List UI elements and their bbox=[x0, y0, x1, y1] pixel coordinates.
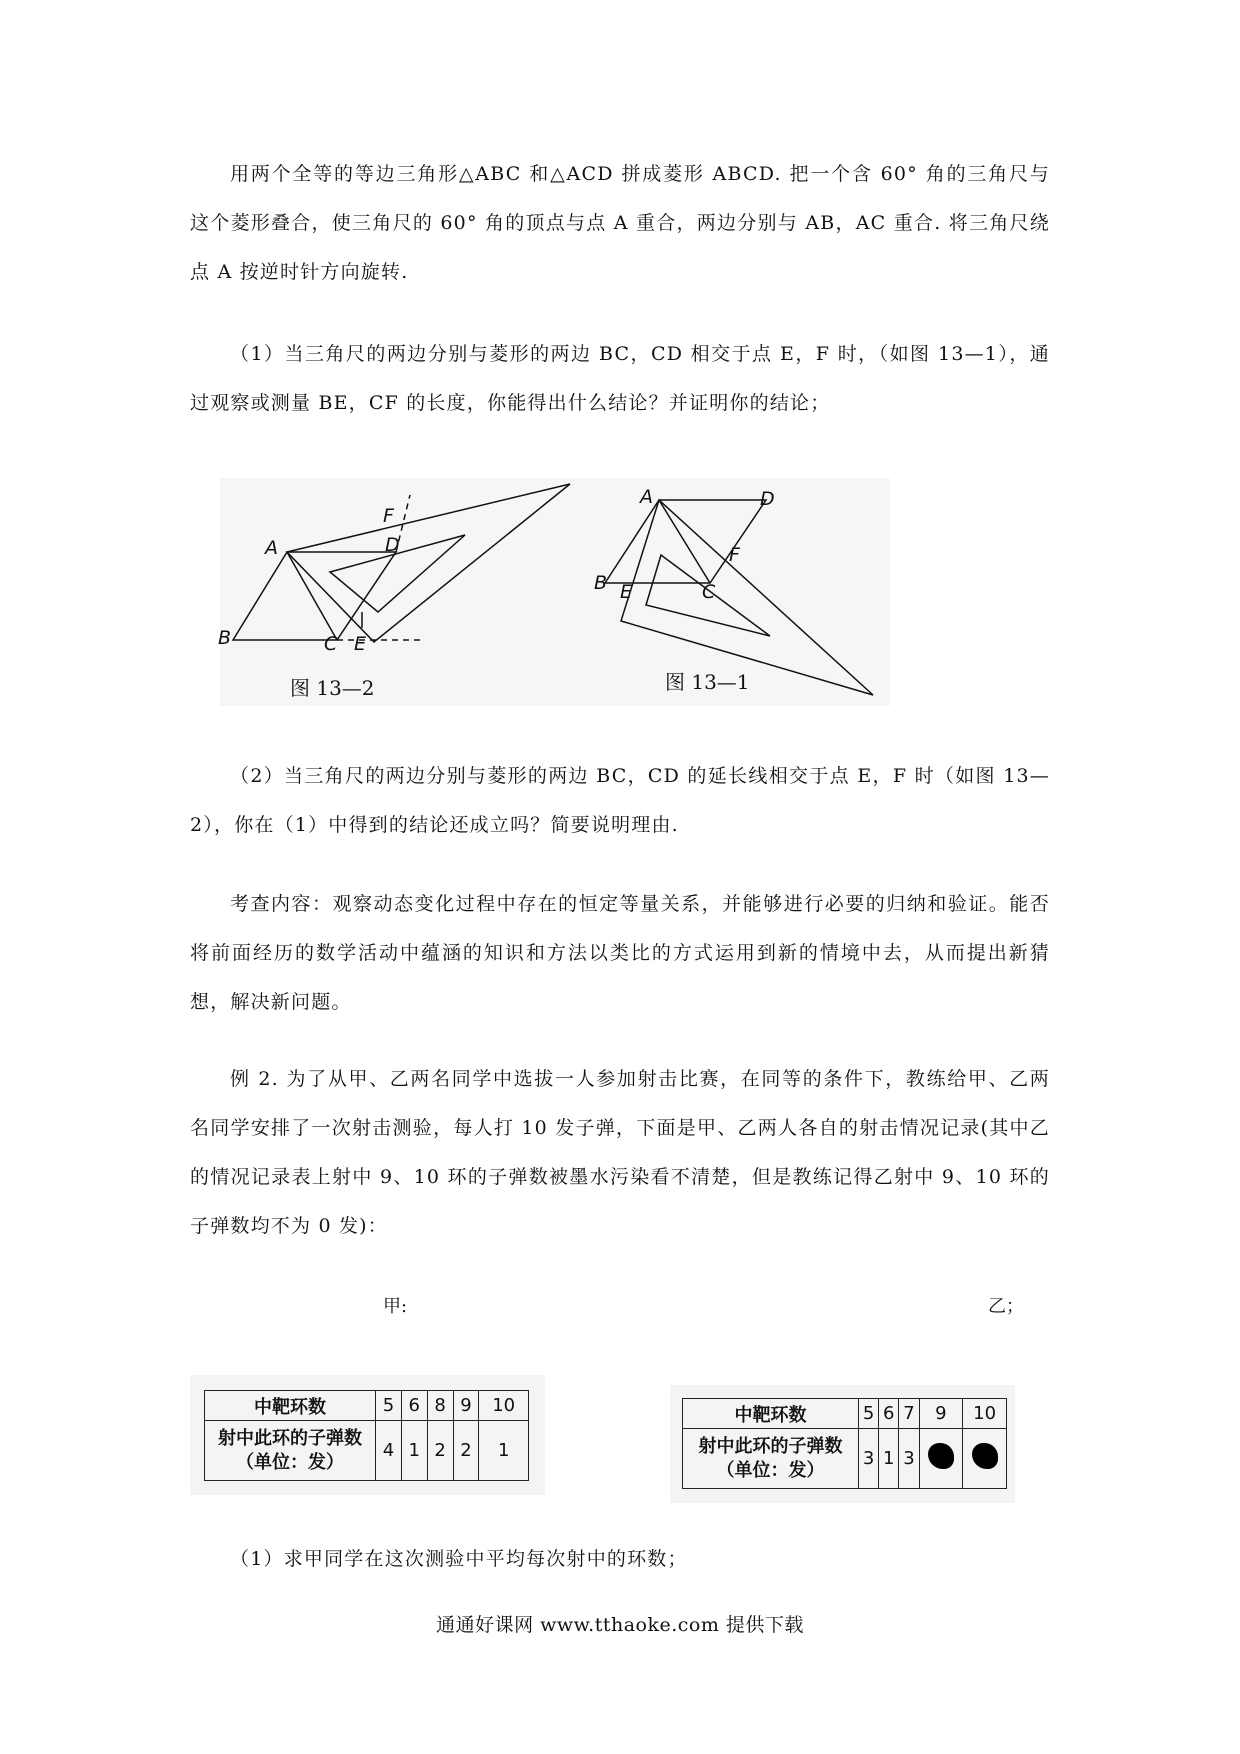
table-jia-count-1: 4 bbox=[376, 1421, 402, 1481]
fig-label-B-left: B bbox=[218, 627, 232, 649]
fig-label-C-right: C bbox=[702, 581, 716, 603]
table-yi-ring-3: 7 bbox=[899, 1399, 919, 1429]
exam-content-paragraph: 考查内容：观察动态变化过程中存在的恒定等量关系，并能够进行必要的归纳和验证。能否将前面经历的数学活动中蕴涵的知识和方法以类比的方式运用到新的情境中去，从而提出新猜想，解决新问题。 bbox=[190, 893, 1050, 1013]
table-jia-row-label-2: （单位：发） bbox=[236, 1451, 344, 1473]
table-yi-row-label-1: 射中此环的子弹数 bbox=[698, 1435, 843, 1457]
fig-label-F-right: F bbox=[729, 544, 740, 566]
table-yi-ring-1: 5 bbox=[859, 1399, 879, 1429]
table-jia-ring-3: 8 bbox=[427, 1391, 453, 1421]
table-jia bbox=[204, 1390, 529, 1481]
table-jia-ring-4: 9 bbox=[453, 1391, 479, 1421]
fig-label-D-left: D bbox=[385, 534, 400, 556]
figure-left-caption: 图 13—2 bbox=[290, 676, 375, 700]
table-jia-count-2: 1 bbox=[401, 1421, 427, 1481]
table-jia-ring-2: 6 bbox=[401, 1391, 427, 1421]
label-jia: 甲: bbox=[383, 1296, 408, 1317]
table-yi bbox=[682, 1398, 1007, 1489]
table-yi-ink-blot-9 bbox=[919, 1429, 963, 1489]
figure-right-caption: 图 13—1 bbox=[665, 670, 750, 694]
question-1-paragraph: （1）当三角尺的两边分别与菱形的两边 BC，CD 相交于点 E，F 时，（如图 13—1），通过观察或测量 BE，CF 的长度，你能得出什么结论？并证明你的结论； bbox=[190, 343, 1050, 414]
table-jia-count-5: 1 bbox=[479, 1421, 529, 1481]
table-yi-ring-2: 6 bbox=[879, 1399, 899, 1429]
table-jia-row-label bbox=[205, 1421, 376, 1481]
table-jia-count-3: 2 bbox=[427, 1421, 453, 1481]
table-yi-count-2: 1 bbox=[879, 1429, 899, 1489]
fig-label-E-left: E bbox=[354, 633, 367, 655]
ink-blot-icon bbox=[928, 1443, 954, 1469]
table-yi-ring-4: 9 bbox=[919, 1399, 963, 1429]
fig-label-D-right: D bbox=[760, 488, 775, 510]
question-3-paragraph: （1）求甲同学在这次测验中平均每次射中的环数； bbox=[230, 1548, 688, 1570]
table-jia-ring-5: 10 bbox=[479, 1391, 529, 1421]
footer-source: 通通好课网 www.tthaoke.com 提供下载 bbox=[436, 1614, 804, 1636]
table-jia-row-label-1: 射中此环的子弹数 bbox=[218, 1427, 362, 1449]
fig-label-C-left: C bbox=[324, 633, 338, 655]
fig-label-E-right: E bbox=[620, 581, 633, 603]
fig-label-B-right: B bbox=[594, 572, 608, 594]
table-yi-header-label: 中靶环数 bbox=[683, 1399, 859, 1429]
table-jia-header-row bbox=[205, 1391, 529, 1421]
fig-label-A-right: A bbox=[640, 486, 653, 508]
question-2-paragraph: （2）当三角尺的两边分别与菱形的两边 BC，CD 的延长线相交于点 E，F 时（如图 13—2），你在（1）中得到的结论还成立吗？简要说明理由. bbox=[190, 765, 1050, 836]
table-yi-header-row bbox=[683, 1399, 1007, 1429]
fig-label-F-left: F bbox=[383, 505, 394, 527]
table-jia-header-label: 中靶环数 bbox=[205, 1391, 376, 1421]
table-yi-count-3: 3 bbox=[899, 1429, 919, 1489]
table-yi-ring-5: 10 bbox=[963, 1399, 1007, 1429]
table-yi-row-label-2: （单位：发） bbox=[716, 1459, 825, 1481]
table-jia-count-4: 2 bbox=[453, 1421, 479, 1481]
table-yi-row-label bbox=[683, 1429, 859, 1489]
intro-paragraph: 用两个全等的等边三角形△ABC 和△ACD 拼成菱形 ABCD. 把一个含 60° 角的三角尺与这个菱形叠合，使三角尺的 60° 角的顶点与点 A 重合，两边分别与 AB，AC 重合. 将三角尺绕点 A 按逆时针方向旋转. bbox=[190, 163, 1050, 283]
label-yi: 乙； bbox=[988, 1296, 1024, 1317]
table-yi-ink-blot-10 bbox=[963, 1429, 1007, 1489]
table-jia-ring-1: 5 bbox=[376, 1391, 402, 1421]
table-yi-count-row bbox=[683, 1429, 1007, 1489]
table-jia-count-row bbox=[205, 1421, 529, 1481]
fig-label-A-left: A bbox=[265, 537, 278, 559]
table-yi-count-1: 3 bbox=[859, 1429, 879, 1489]
ink-blot-icon bbox=[972, 1443, 998, 1469]
example-2-paragraph: 例 2. 为了从甲、乙两名同学中选拔一人参加射击比赛，在同等的条件下，教练给甲、乙两名同学安排了一次射击测验，每人打 10 发子弹，下面是甲、乙两人各自的射击情况记录(其中乙的情况记录表上射中 9、10 环的子弹数被墨水污染看不清楚，但是教练记得乙射中 9、10 环的子弹数均不为 0 发)： bbox=[190, 1068, 1050, 1237]
